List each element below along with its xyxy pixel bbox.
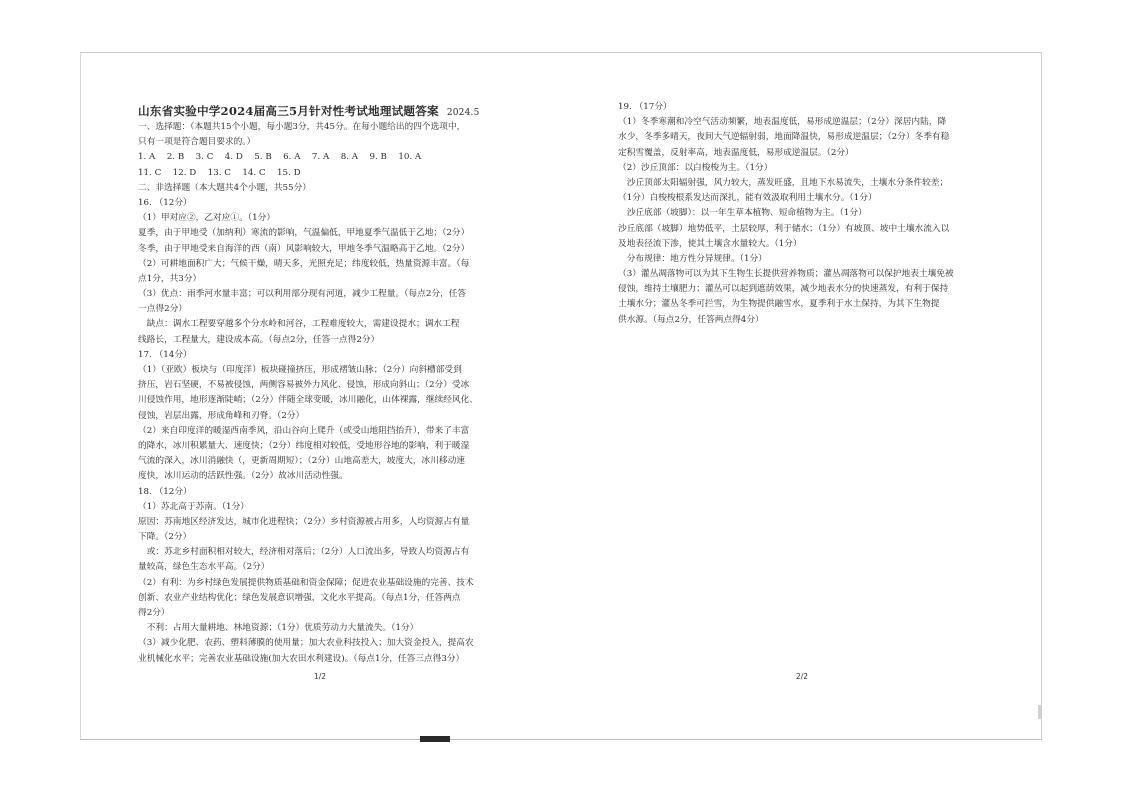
answer-line: 16. （12分）	[138, 197, 192, 208]
answer-line: 挤压，岩石坚硬，不易被侵蚀，两侧容易被外力风化、侵蚀，形成向斜山；（2分）受冰	[138, 380, 470, 391]
answer-line: 川侵蚀作用，地形逐渐陡峭；（2分）伴随全球变暖，冰川融化，山体裸露，继续经风化、	[138, 395, 478, 406]
answer-line: （3）优点：雨季河水量丰富；可以利用部分现有河道，减少工程量。（每点2分，任答	[138, 289, 467, 300]
answer-line: 或：苏北乡村面积相对较大，经济相对落后；（2分）人口流出多，导致人均资源占有	[138, 547, 470, 558]
answer-line: （1）冬季寒潮和冷空气活动频繁，地表温度低，易形成逆温层；（2分）深居内陆，降	[618, 117, 947, 128]
answer-line: 度快，冰川运动的活跃性强。（2分）故冰川活动性强。	[138, 471, 348, 482]
answer-line: （1）苏北高于苏南。（1分）	[138, 501, 249, 512]
answer-line: 11. C 12. D 13. C 14. C 15. D	[138, 167, 301, 178]
fold-mark	[420, 736, 450, 742]
answer-line: 只有一项是符合题目要求的。）	[138, 137, 256, 148]
answer-line: 下降。（2分）	[138, 532, 192, 543]
answer-line: 1. A 2. B 3. C 4. D 5. B 6. A 7. A 8. A 9. B 10. A	[138, 152, 422, 163]
answer-line: 得2分）	[138, 608, 170, 618]
answer-line: 创新、农业产业结构优化；绿色发展意识增强，文化水平提高。（每点1分，任答两点	[138, 592, 461, 603]
answer-line: （2）有利：为乡村绿色发展提供物质基础和资金保障；促进农业基础设施的完善、技术	[138, 577, 474, 588]
answer-line: （1）甲对应②，乙对应①。（1分）	[138, 213, 276, 224]
answer-line: （3）减少化肥、农药、塑料薄膜的使用量；加大农业科技投入；加大资金投入，提高农	[138, 638, 474, 649]
answer-line: 沙丘底部（坡脚）：以一年生草本植物、短命植物为主。（1分）	[618, 208, 867, 219]
answer-line: 一点得2分）	[138, 304, 187, 315]
answer-line: 一、选择题：（本题共15个小题，每小题3分，共45分。在每小题给出的四个选项中，	[138, 122, 466, 132]
answer-page-right	[618, 100, 994, 328]
answer-line: 18. （12分）	[138, 486, 192, 497]
answer-line: 沙丘顶部太阳辐射强，风力较大，蒸发旺盛，且地下水易流失，土壤水分条件较差；	[618, 177, 949, 188]
answer-line: 气流的深入，冰川消融快（，更新周期短）；（2分）山地高差大，坡度大，冰川移动速	[138, 456, 465, 467]
answer-line: 侵蚀，岩层出露，形成角峰和刃脊。（2分）	[138, 410, 305, 421]
page-number-left: 1/2	[314, 672, 327, 681]
answer-line: 沙丘底部（坡脚）地势低平，土层较厚，利于储水；（1分）有坡顶、坡中土壤水流入以	[618, 223, 950, 234]
answer-line: （1）（亚欧）板块与（印度洋）板块碰撞挤压，形成褶皱山脉；（2分）向斜槽部受到	[138, 365, 462, 375]
answer-line: 原因：苏南地区经济发达，城市化进程快；（2分）乡村资源被占用多，人均资源占有量	[138, 516, 470, 527]
answer-line: 不利：占用大量耕地、林地资源；（1分）优质劳动力大量流失。（1分）	[138, 623, 419, 634]
title-text: 山东省实验中学2024届高三5月针对性考试地理试题答案	[138, 104, 439, 118]
answer-line: 线路长，工程量大，建设成本高。（每点2分，任答一点得2分）	[138, 334, 380, 345]
answer-line: 土壤水分；灌丛冬季可拦雪，为生物提供融雪水，夏季利于水土保持，为其下生物提	[618, 299, 940, 310]
answer-line: 侵蚀，维持土壤肥力；灌丛可以起到遮荫效果，减少地表水分的快速蒸发，有利于保持	[618, 284, 949, 295]
scan-frame-bottom	[80, 739, 1042, 740]
answer-line: 19. （17分）	[618, 102, 672, 112]
answer-line: 量较高，绿色生态水平高。（2分）	[138, 562, 270, 573]
answer-line: 夏季，由于甲地受（加纳利）寒流的影响，气温偏低，甲地夏季气温低于乙地；（2分）	[138, 228, 470, 239]
answer-line: 二、非选择题（本大题共4个小题，共55分）	[138, 182, 311, 193]
answer-line: 冬季，由于甲地受来自海洋的西（南）风影响较大，甲地冬季气温略高于乙地。（2分）	[138, 243, 470, 254]
answer-line: （2）可耕地面积广大；气候干燥，晴天多，光照充足；纬度较低，热量资源丰富。（每	[138, 258, 470, 269]
title-date: 2024.5	[446, 108, 480, 118]
answer-line: 17. （14分）	[138, 349, 192, 360]
scan-frame-right	[1041, 52, 1042, 740]
answer-line: 缺点：调水工程要穿越多个分水岭和河谷，工程难度较大，需建设提水；调水工程	[138, 319, 460, 330]
answer-line: （1分）白梭梭根系发达而深扎，能有效汲取利用土壤水分。（1分）	[618, 193, 877, 204]
document-title	[138, 103, 510, 120]
left-answer-text	[138, 120, 510, 667]
answer-line: （2）来自印度洋的暖湿西南季风，沿山谷向上爬升（或受山地阻挡抬升），带来了丰富	[138, 425, 470, 436]
page-number-right: 2/2	[796, 672, 809, 681]
answer-line: 分布规律：地方性分异规律。（1分）	[618, 253, 767, 264]
answer-line: 定积雪覆盖，反射率高，地表温度低，易形成逆温层。（2分）	[618, 147, 854, 158]
scan-edge-mark	[1038, 705, 1042, 719]
answer-line: 水少，冬季多晴天，夜间大气逆辐射弱，地面降温快，易形成逆温层；（2分）冬季有稳	[618, 132, 950, 143]
answer-line: 的降水，冰川积累量大、速度快；（2分）纬度相对较低，受地形谷地的影响，利于暖湿	[138, 440, 470, 451]
answer-page-left	[138, 103, 510, 667]
answer-line: （2）沙丘顶部：以白梭梭为主。（1分）	[618, 162, 773, 173]
answer-line: 及地表径流下渗，使其土壤含水量较大。（1分）	[618, 238, 802, 249]
answer-line: 供水源。（每点2分，任答两点得4分）	[618, 314, 764, 325]
answer-line: （3）灌丛凋落物可以为其下生物生长提供营养物质；灌丛凋落物可以保护地表土壤免被	[618, 269, 954, 280]
answer-line: 业机械化水平；完善农业基础设施(加大农田水利建设)。（每点1分，任答三点得3分）	[138, 653, 465, 664]
answer-line: 点1分，共3分）	[138, 273, 202, 284]
scan-frame-left	[80, 52, 81, 740]
scan-frame-top	[80, 52, 1042, 53]
right-answer-text	[618, 100, 994, 328]
